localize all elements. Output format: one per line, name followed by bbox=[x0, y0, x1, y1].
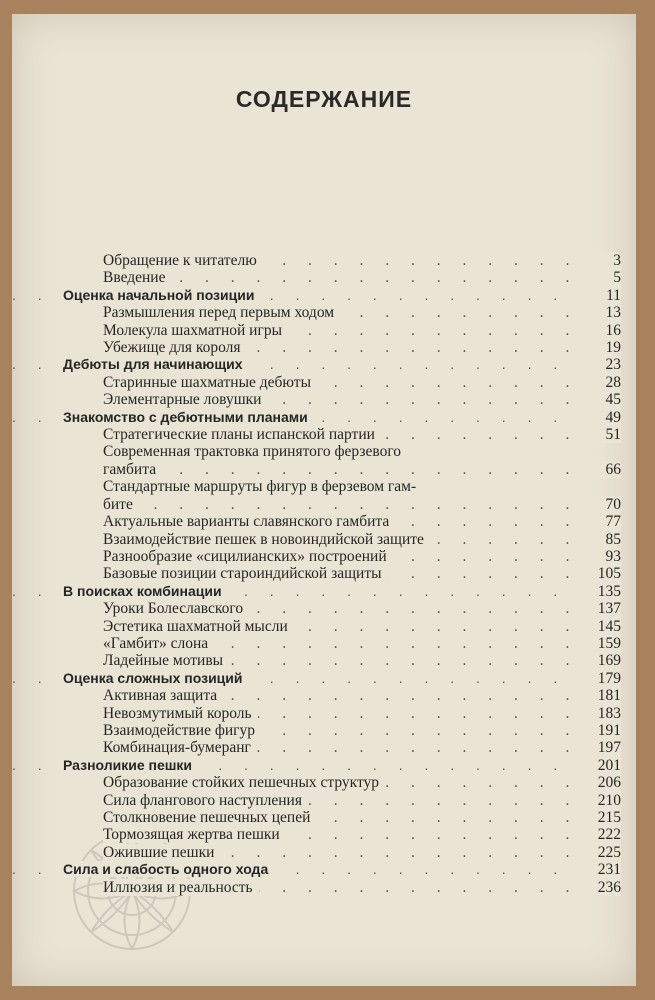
page-number: 135 bbox=[577, 583, 621, 600]
toc-entry bbox=[12, 844, 636, 861]
page-number: 28 bbox=[577, 374, 621, 391]
page-title: СОДЕРЖАНИЕ bbox=[235, 86, 413, 112]
dot-leader bbox=[102, 269, 576, 286]
entry-title: Невозмутимый король bbox=[103, 705, 258, 722]
page-number: 179 bbox=[577, 670, 621, 687]
page-number: 16 bbox=[577, 322, 621, 339]
entry-title: Ладейные мотивы bbox=[103, 652, 229, 669]
toc-section bbox=[12, 670, 636, 687]
entry-title: В поисках комбинации bbox=[63, 583, 228, 599]
page-number: 70 bbox=[577, 496, 621, 513]
toc-entry bbox=[12, 618, 636, 635]
entry-title: Знакомство с дебютными планами bbox=[63, 409, 314, 425]
toc-section bbox=[12, 356, 636, 373]
entry-title: Оценка сложных позиций bbox=[63, 670, 249, 686]
page-number: 137 bbox=[577, 600, 621, 617]
page-number: 85 bbox=[577, 531, 621, 548]
toc-entry bbox=[12, 879, 636, 896]
toc-entry bbox=[12, 687, 636, 704]
toc-entry bbox=[12, 531, 636, 548]
toc-entry bbox=[12, 600, 636, 617]
toc-entry bbox=[12, 826, 636, 843]
toc-entry bbox=[12, 548, 636, 565]
entry-title: Актуальные варианты славянского гамбита bbox=[103, 513, 395, 530]
toc-entry bbox=[12, 252, 636, 269]
page-number: 77 bbox=[577, 513, 621, 530]
page-number: 222 bbox=[577, 826, 621, 843]
entry-title: «Гамбит» слона bbox=[103, 635, 214, 652]
page-number: 181 bbox=[577, 687, 621, 704]
page-number: 5 bbox=[577, 269, 621, 286]
page-number: 183 bbox=[577, 705, 621, 722]
entry-title: Размышления перед первым ходом bbox=[103, 304, 340, 321]
page-number: 215 bbox=[577, 809, 621, 826]
toc-section bbox=[12, 287, 636, 304]
entry-title: Ожившие пешки bbox=[103, 844, 220, 861]
page-number: 236 bbox=[577, 879, 621, 896]
entry-title: Эстетика шахматной мысли bbox=[103, 618, 294, 635]
toc-entry bbox=[12, 426, 636, 443]
toc-entry bbox=[12, 722, 636, 739]
entry-title: Оценка начальной позиции bbox=[63, 287, 260, 303]
dot-leader bbox=[102, 496, 576, 513]
page-number: 45 bbox=[577, 391, 621, 408]
page-number: 210 bbox=[577, 792, 621, 809]
page-number: 19 bbox=[577, 339, 621, 356]
entry-title: Столкновение пешечных цепей bbox=[103, 809, 316, 826]
entry-title: Современная трактовка принятого ферзевого bbox=[103, 443, 407, 460]
toc-entry bbox=[12, 478, 636, 513]
entry-title: Уроки Болеславского bbox=[103, 600, 249, 617]
entry-title: Сила и слабость одного хода bbox=[63, 861, 274, 877]
toc-entry bbox=[12, 635, 636, 652]
page-number: 201 bbox=[577, 757, 621, 774]
table-of-contents bbox=[12, 252, 636, 896]
page-number: 197 bbox=[577, 739, 621, 756]
entry-title: Убежище для короля bbox=[103, 339, 247, 356]
entry-title: Взаимодействие фигур bbox=[103, 722, 261, 739]
toc-entry bbox=[12, 809, 636, 826]
toc-entry bbox=[12, 322, 636, 339]
entry-title: Сила флангового наступления bbox=[103, 792, 308, 809]
entry-title: Разноликие пешки bbox=[63, 757, 198, 773]
page-number: 13 bbox=[577, 304, 621, 321]
toc-entry bbox=[12, 391, 636, 408]
toc-section bbox=[12, 409, 636, 426]
page-number: 51 bbox=[577, 426, 621, 443]
toc-entry bbox=[12, 739, 636, 756]
page-number: 66 bbox=[577, 461, 621, 478]
page-number: 3 bbox=[577, 252, 621, 269]
page-number: 225 bbox=[577, 844, 621, 861]
toc-entry bbox=[12, 269, 636, 286]
entry-title: Введение bbox=[103, 269, 171, 286]
entry-title: Разнообразие «сицилианских» построений bbox=[103, 548, 393, 565]
entry-title: Комбинация-бумеранг bbox=[103, 739, 257, 756]
page-number: 49 bbox=[577, 409, 621, 426]
toc-entry bbox=[12, 304, 636, 321]
toc-entry bbox=[12, 565, 636, 582]
toc-entry bbox=[12, 374, 636, 391]
page-number: 93 bbox=[577, 548, 621, 565]
entry-title: Элементарные ловушки bbox=[103, 391, 267, 408]
book-page bbox=[12, 14, 636, 986]
toc-entry bbox=[12, 774, 636, 791]
entry-title: Базовые позиции староиндийской защиты bbox=[103, 565, 388, 582]
toc-section bbox=[12, 583, 636, 600]
entry-title: Стандартные маршруты фигур в ферзевом гам- bbox=[103, 478, 422, 495]
page-number: 145 bbox=[577, 618, 621, 635]
toc-entry bbox=[12, 513, 636, 530]
page-number: 191 bbox=[577, 722, 621, 739]
entry-title: Иллюзия и реальность bbox=[103, 879, 259, 896]
entry-title: Обращение к читателю bbox=[103, 252, 263, 269]
entry-title: Взаимодействие пешек в новоиндийской защите bbox=[103, 531, 430, 548]
page-number: 105 bbox=[577, 565, 621, 582]
dot-leader bbox=[102, 461, 576, 478]
entry-title: Образование стойких пешечных структур bbox=[103, 774, 385, 791]
entry-title: Дебюты для начинающих bbox=[63, 356, 249, 372]
page-number: 23 bbox=[577, 356, 621, 373]
page-number: 231 bbox=[577, 861, 621, 878]
toc-entry bbox=[12, 652, 636, 669]
toc-entry bbox=[12, 705, 636, 722]
entry-title: Активная защита bbox=[103, 687, 223, 704]
entry-title-continued: бите bbox=[103, 496, 139, 513]
page-number: 206 bbox=[577, 774, 621, 791]
entry-title-continued: гамбита bbox=[103, 461, 162, 478]
toc-entry bbox=[12, 443, 636, 478]
entry-title: Молекула шахматной игры bbox=[103, 322, 288, 339]
entry-title: Тормозящая жертва пешки bbox=[103, 826, 286, 843]
page-number: 159 bbox=[577, 635, 621, 652]
entry-title: Стратегические планы испанской партии bbox=[103, 426, 381, 443]
toc-entry bbox=[12, 792, 636, 809]
entry-title: Старинные шахматные дебюты bbox=[103, 374, 317, 391]
toc-section bbox=[12, 861, 636, 878]
page-number: 11 bbox=[577, 287, 621, 304]
toc-section bbox=[12, 757, 636, 774]
toc-entry bbox=[12, 339, 636, 356]
page-number: 169 bbox=[577, 652, 621, 669]
